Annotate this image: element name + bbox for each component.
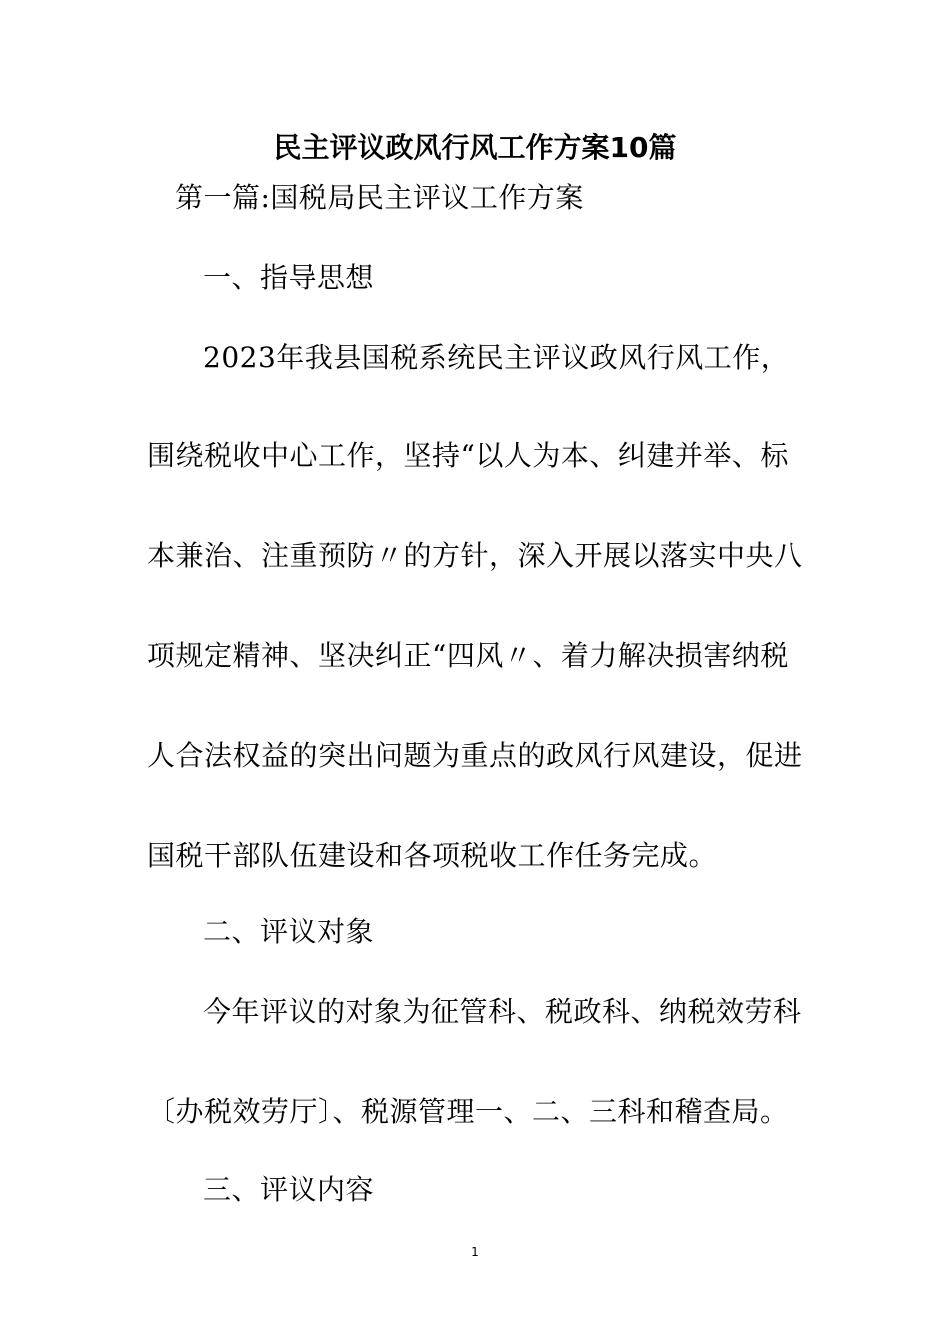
paragraph-line: 人合法权益的突出问题为重点的政风行风建设，促进 bbox=[147, 739, 803, 772]
paragraph-line: 围绕税收中心工作，坚持“以人为本、纠建并举、标 bbox=[147, 439, 789, 472]
paragraph-line: 〔办税效劳厅〕、税源管理一、二、三科和稽查局。 bbox=[147, 1095, 789, 1128]
paragraph-line: 今年评议的对象为征管科、税政科、纳税效劳科 bbox=[203, 995, 802, 1028]
paragraph-line: 本兼治、注重预防〃的方针，深入开展以落实中央八 bbox=[147, 539, 803, 572]
paragraph-line: 2023年我县国税系统民主评议政风行风工作， bbox=[203, 341, 790, 374]
part-heading: 第一篇:国税局民主评议工作方案 bbox=[175, 181, 584, 214]
page-number: 1 bbox=[471, 1245, 479, 1259]
paragraph-line: 国税干部队伍建设和各项税收工作任务完成。 bbox=[147, 839, 718, 872]
section-heading-evaluation-targets: 二、评议对象 bbox=[203, 915, 375, 948]
section-heading-guiding-ideology: 一、指导思想 bbox=[203, 261, 375, 294]
section-heading-evaluation-content: 三、评议内容 bbox=[203, 1173, 375, 1206]
document-title: 民主评议政风行风工作方案10篇 bbox=[273, 131, 677, 164]
paragraph-line: 项规定精神、坚决纠正“四风〃、着力解决损害纳税 bbox=[147, 639, 789, 672]
